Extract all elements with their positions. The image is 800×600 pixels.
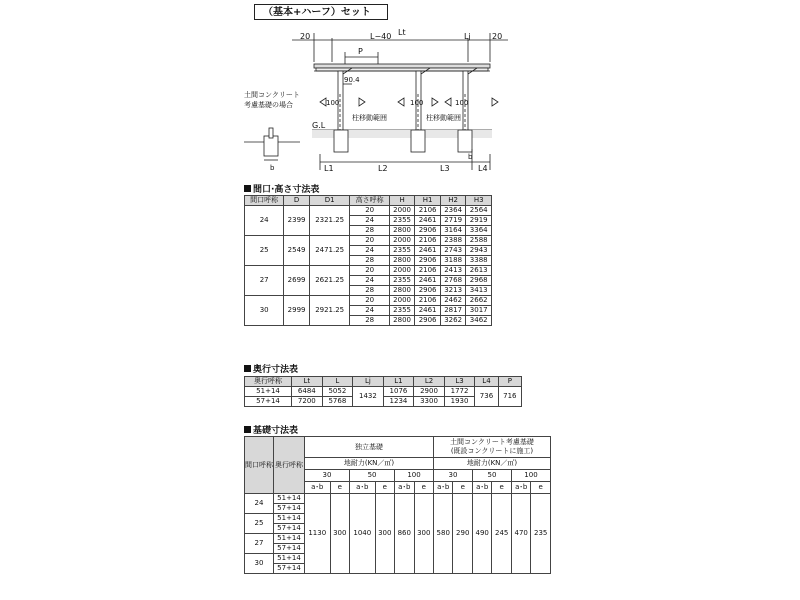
opening-d1: 2921.25 — [309, 296, 350, 326]
table-row — [245, 266, 492, 276]
table-cell: 2800 — [389, 286, 415, 296]
group-slab-line2: (既設コンクリートに施工) — [450, 447, 534, 455]
foundation-value: 470 — [511, 494, 530, 574]
page-title: （基本+ハーフ）セット — [254, 4, 388, 20]
okuyuki-name: 57+14 — [274, 564, 305, 574]
bearing-label: 地耐力(KN／㎡) — [434, 458, 551, 470]
foundation-value: 300 — [414, 494, 433, 574]
foundation-value: 1130 — [305, 494, 331, 574]
table-cell: 2906 — [415, 316, 441, 326]
table-cell: 2106 — [415, 296, 441, 306]
table-cell: 2817 — [440, 306, 466, 316]
depth-l: 5052 — [322, 387, 353, 397]
bearing-level: 100 — [395, 470, 434, 482]
sub-e: e — [453, 482, 472, 494]
table-cell: 2906 — [415, 286, 441, 296]
opening-d1: 2471.25 — [309, 236, 350, 266]
opening-d: 2399 — [284, 206, 310, 236]
sub-e: e — [375, 482, 394, 494]
foundation-value: 490 — [472, 494, 491, 574]
sub-ab: a･b — [305, 482, 331, 494]
table-cell: 3213 — [440, 286, 466, 296]
table-cell: 2000 — [389, 236, 415, 246]
foundation-value: 245 — [492, 494, 511, 574]
table-cell: 3188 — [440, 256, 466, 266]
table2-header: L2 — [414, 377, 445, 387]
depth-lt: 6484 — [292, 387, 323, 397]
table-cell: 2906 — [415, 256, 441, 266]
okuyuki-name: 51+14 — [274, 514, 305, 524]
table-cell: 2800 — [389, 226, 415, 236]
depth-l1: 1076 — [383, 387, 414, 397]
okuyuki-name: 51+14 — [274, 534, 305, 544]
table1-header: 間口呼称 — [245, 196, 284, 206]
table-cell: 2000 — [389, 296, 415, 306]
table-cell: 2768 — [440, 276, 466, 286]
dim-lj: Lj — [464, 32, 471, 41]
table-cell: 2461 — [415, 246, 441, 256]
foundation-value: 300 — [375, 494, 394, 574]
table-cell: 2106 — [415, 206, 441, 216]
dim-l1: L1 — [324, 164, 334, 173]
sub-e: e — [330, 482, 349, 494]
table-cell: 20 — [350, 206, 389, 216]
table-cell: 20 — [350, 296, 389, 306]
opening-name: 27 — [245, 266, 284, 296]
table-cell: 2613 — [466, 266, 492, 276]
table1-heading: 間口·高さ寸法表 — [244, 182, 319, 195]
table-cell: 2919 — [466, 216, 492, 226]
range-label-1: 柱移動範囲 — [352, 114, 387, 122]
depth-lj: 1432 — [353, 387, 384, 407]
depth-name: 51+14 — [245, 387, 292, 397]
table-cell: 2943 — [466, 246, 492, 256]
maguchi-name: 25 — [245, 514, 274, 534]
depth-table — [244, 376, 522, 407]
depth-name: 57+14 — [245, 397, 292, 407]
table-cell: 24 — [350, 306, 389, 316]
maguchi-name: 27 — [245, 534, 274, 554]
opening-name: 30 — [245, 296, 284, 326]
sub-e: e — [492, 482, 511, 494]
dim-b-left: b — [270, 164, 275, 172]
table-cell: 28 — [350, 226, 389, 236]
table1-header: H1 — [415, 196, 441, 206]
opening-height-table — [244, 195, 492, 326]
table-cell: 28 — [350, 316, 389, 326]
table1-header: D1 — [309, 196, 350, 206]
okuyuki-name: 51+14 — [274, 554, 305, 564]
dim-right-margin: 20 — [492, 32, 503, 41]
foundation-value: 300 — [330, 494, 349, 574]
sub-ab: a･b — [472, 482, 491, 494]
table-cell: 2355 — [389, 246, 415, 256]
table-cell: 2719 — [440, 216, 466, 226]
table1-header: D — [284, 196, 310, 206]
table-row — [245, 296, 492, 306]
carport-diagram — [240, 24, 510, 174]
table1-header: H3 — [466, 196, 492, 206]
table-cell: 3388 — [466, 256, 492, 266]
table3-heading: 基礎寸法表 — [244, 423, 298, 436]
col-maguchi: 間口呼称 — [245, 437, 274, 494]
okuyuki-name: 57+14 — [274, 524, 305, 534]
depth-l3: 1930 — [444, 397, 475, 407]
range-label-2: 柱移動範囲 — [426, 114, 461, 122]
sub-ab: a･b — [395, 482, 414, 494]
opening-d: 2549 — [284, 236, 310, 266]
table-cell: 2000 — [389, 266, 415, 276]
dim-p: P — [358, 47, 363, 56]
depth-l4: 736 — [475, 387, 498, 407]
arrow-num-2: 100 — [410, 99, 424, 107]
table2-header: 奥行呼称 — [245, 377, 292, 387]
table-cell: 3364 — [466, 226, 492, 236]
maguchi-name: 30 — [245, 554, 274, 574]
dim-left-margin: 20 — [300, 32, 311, 41]
sub-ab: a･b — [511, 482, 530, 494]
table-cell: 2800 — [389, 256, 415, 266]
table-cell: 2800 — [389, 316, 415, 326]
sub-e: e — [531, 482, 551, 494]
okuyuki-name: 51+14 — [274, 494, 305, 504]
table-cell: 28 — [350, 286, 389, 296]
table-cell: 2743 — [440, 246, 466, 256]
table-cell: 2355 — [389, 306, 415, 316]
opening-name: 24 — [245, 206, 284, 236]
dim-l-minus: L−40 — [370, 32, 392, 41]
dim-90-4: 90.4 — [344, 76, 360, 84]
table-cell: 2906 — [415, 226, 441, 236]
foundation-value: 860 — [395, 494, 414, 574]
bearing-label: 地耐力(KN／㎡) — [305, 458, 434, 470]
table-cell: 2461 — [415, 276, 441, 286]
table2-header: Lj — [353, 377, 384, 387]
group-slab — [434, 437, 551, 458]
okuyuki-name: 57+14 — [274, 504, 305, 514]
foundation-value: 580 — [434, 494, 453, 574]
table-row — [245, 494, 551, 504]
table-cell: 3462 — [466, 316, 492, 326]
table-cell: 2588 — [466, 236, 492, 246]
sub-ab: a･b — [434, 482, 453, 494]
table-cell: 24 — [350, 276, 389, 286]
opening-d1: 2321.25 — [309, 206, 350, 236]
depth-l3: 1772 — [444, 387, 475, 397]
table-cell: 2564 — [466, 206, 492, 216]
note-line-2: 考慮基礎の場合 — [244, 101, 293, 109]
table-cell: 2662 — [466, 296, 492, 306]
opening-name: 25 — [245, 236, 284, 266]
depth-lt: 7200 — [292, 397, 323, 407]
table-cell: 2968 — [466, 276, 492, 286]
okuyuki-name: 57+14 — [274, 544, 305, 554]
table-cell: 2461 — [415, 216, 441, 226]
depth-p: 716 — [498, 387, 521, 407]
dim-lt: Lt — [398, 28, 406, 37]
table2-header: L1 — [383, 377, 414, 387]
arrow-num-3: 100 — [455, 99, 469, 107]
arrow-num-1: 100 — [326, 99, 340, 107]
foundation-value: 235 — [531, 494, 551, 574]
table-row — [245, 387, 522, 397]
dim-l3: L3 — [440, 164, 450, 173]
table-row — [245, 236, 492, 246]
table-cell: 2364 — [440, 206, 466, 216]
table-cell: 2355 — [389, 216, 415, 226]
table1-header: H2 — [440, 196, 466, 206]
depth-l: 5768 — [322, 397, 353, 407]
foundation-table — [244, 436, 551, 574]
table-cell: 3262 — [440, 316, 466, 326]
table-cell: 20 — [350, 236, 389, 246]
table2-header: L3 — [444, 377, 475, 387]
opening-d: 2999 — [284, 296, 310, 326]
table2-header: P — [498, 377, 521, 387]
table-cell: 2000 — [389, 206, 415, 216]
table-cell: 2461 — [415, 306, 441, 316]
bearing-level: 30 — [305, 470, 350, 482]
table-row — [245, 206, 492, 216]
maguchi-name: 24 — [245, 494, 274, 514]
bearing-level: 50 — [472, 470, 511, 482]
ground-level-label: G.L — [312, 121, 326, 130]
table-cell: 3164 — [440, 226, 466, 236]
table-cell: 20 — [350, 266, 389, 276]
note-line-1: 土間コンクリート — [244, 91, 300, 99]
table-cell: 2413 — [440, 266, 466, 276]
depth-l1: 1234 — [383, 397, 414, 407]
table-cell: 2355 — [389, 276, 415, 286]
table-cell: 24 — [350, 246, 389, 256]
opening-d1: 2621.25 — [309, 266, 350, 296]
bearing-level: 50 — [350, 470, 395, 482]
table-cell: 3413 — [466, 286, 492, 296]
dim-l4: L4 — [478, 164, 488, 173]
table2-header: Lt — [292, 377, 323, 387]
table1-header: H — [389, 196, 415, 206]
sub-e: e — [414, 482, 433, 494]
group-independent: 独立基礎 — [305, 437, 434, 458]
table-cell: 2462 — [440, 296, 466, 306]
table-cell: 2106 — [415, 266, 441, 276]
depth-l2: 2900 — [414, 387, 445, 397]
depth-l2: 3300 — [414, 397, 445, 407]
sub-ab: a･b — [350, 482, 376, 494]
table2-header: L4 — [475, 377, 498, 387]
table-cell: 2106 — [415, 236, 441, 246]
table-cell: 28 — [350, 256, 389, 266]
table2-heading: 奥行寸法表 — [244, 362, 298, 375]
bearing-level: 30 — [434, 470, 473, 482]
dim-l2: L2 — [378, 164, 388, 173]
group-slab-line1: 土間コンクリート考慮基礎 — [450, 438, 534, 446]
table2-header: L — [322, 377, 353, 387]
col-okuyuki: 奥行呼称 — [274, 437, 305, 494]
table1-header: 高さ呼称 — [350, 196, 389, 206]
dim-b: b — [468, 153, 473, 161]
table-cell: 2388 — [440, 236, 466, 246]
bearing-level: 100 — [511, 470, 550, 482]
table-cell: 24 — [350, 216, 389, 226]
foundation-value: 290 — [453, 494, 472, 574]
opening-d: 2699 — [284, 266, 310, 296]
foundation-value: 1040 — [350, 494, 376, 574]
table-cell: 3017 — [466, 306, 492, 316]
